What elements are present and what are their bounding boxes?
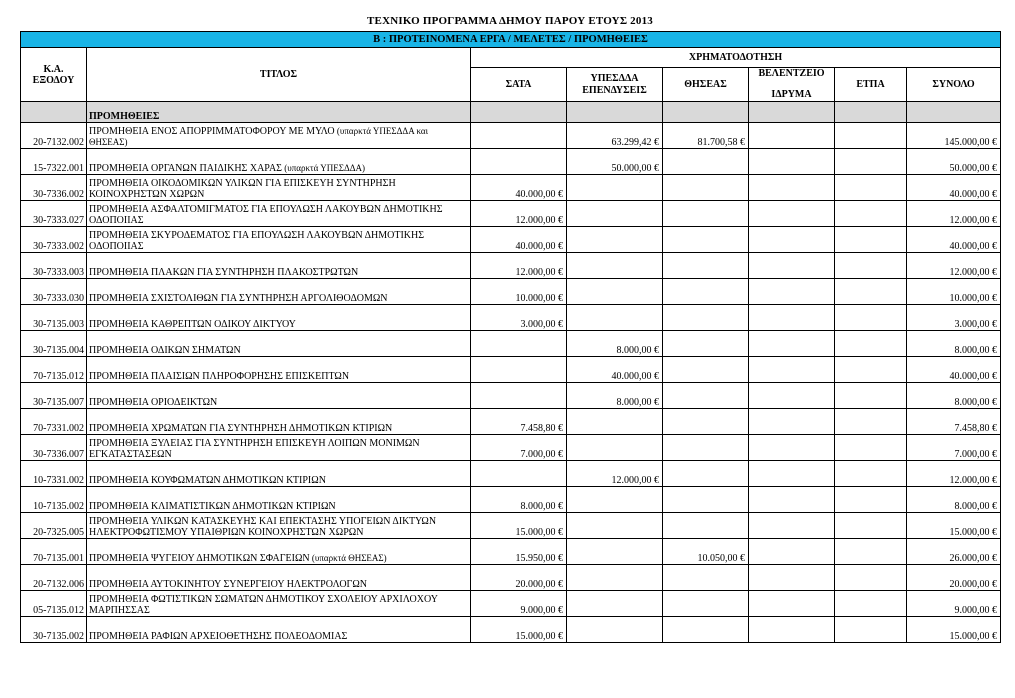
row-sata-amount: 20.000,00 € (471, 565, 567, 591)
row-title: ΠΡΟΜΗΘΕΙΑ ΣΚΥΡΟΔΕΜΑΤΟΣ ΓΙΑ ΕΠΟΥΛΩΣΗ ΛΑΚΟΥΒΩΝ ΔΗΜΟΤΙΚΗΣ ΟΔΟΠΟΙΙΑΣ (89, 230, 425, 252)
row-thiseas-amount (663, 201, 749, 227)
row-ypesdda-amount (567, 591, 663, 617)
row-velentzeio-amount (749, 357, 835, 383)
row-etpa-amount (835, 539, 907, 565)
row-title: ΠΡΟΜΗΘΕΙΑ ΨΥΓΕΙΟΥ ΔΗΜΟΤΙΚΩΝ ΣΦΑΓΕΙΩΝ (89, 553, 310, 564)
row-ypesdda-amount (567, 617, 663, 643)
row-etpa-amount (835, 487, 907, 513)
row-title-cell (87, 383, 471, 409)
row-sata-amount (471, 357, 567, 383)
row-title-cell (87, 305, 471, 331)
table-row (21, 539, 1001, 565)
row-ypesdda-amount (567, 487, 663, 513)
row-code: 30-7135.003 (21, 305, 87, 331)
row-total-amount: 15.000,00 € (907, 617, 1001, 643)
row-thiseas-amount: 81.700,58 € (663, 123, 749, 149)
row-etpa-amount (835, 461, 907, 487)
row-sata-amount: 15.950,00 € (471, 539, 567, 565)
section-empty-cell (567, 102, 663, 123)
row-title-cell (87, 539, 471, 565)
row-sata-amount: 40.000,00 € (471, 227, 567, 253)
row-total-amount: 145.000,00 € (907, 123, 1001, 149)
row-title: ΠΡΟΜΗΘΕΙΑ ΑΥΤΟΚΙΝΗΤΟΥ ΣΥΝΕΡΓΕΙΟΥ ΗΛΕΚΤΡΟΛΟΓΩΝ (89, 579, 367, 590)
row-title: ΠΡΟΜΗΘΕΙΑ ΟΡΓΑΝΩΝ ΠΑΙΔΙΚΗΣ ΧΑΡΑΣ (89, 163, 282, 174)
row-sata-amount: 12.000,00 € (471, 253, 567, 279)
row-etpa-amount (835, 149, 907, 175)
row-total-amount: 12.000,00 € (907, 201, 1001, 227)
row-sata-amount: 40.000,00 € (471, 175, 567, 201)
row-thiseas-amount (663, 175, 749, 201)
row-etpa-amount (835, 357, 907, 383)
row-thiseas-amount (663, 565, 749, 591)
table-row (21, 617, 1001, 643)
row-total-amount: 3.000,00 € (907, 305, 1001, 331)
row-ypesdda-amount: 12.000,00 € (567, 461, 663, 487)
section-empty-cell (471, 102, 567, 123)
table-row (21, 357, 1001, 383)
row-title: ΠΡΟΜΗΘΕΙΑ ΣΧΙΣΤΟΛΙΘΩΝ ΓΙΑ ΣΥΝΤΗΡΗΣΗ ΑΡΓΟΛΙΘΟΔΟΜΩΝ (89, 293, 388, 304)
table-row (21, 461, 1001, 487)
row-ypesdda-amount: 50.000,00 € (567, 149, 663, 175)
row-code: 30-7333.030 (21, 279, 87, 305)
row-code: 70-7331.002 (21, 409, 87, 435)
header-thiseas: ΘΗΣΕΑΣ (663, 68, 749, 102)
row-velentzeio-amount (749, 435, 835, 461)
table-row (21, 487, 1001, 513)
row-title: ΠΡΟΜΗΘΕΙΑ ΟΡΙΟΔΕΙΚΤΩΝ (89, 397, 218, 408)
row-velentzeio-amount (749, 539, 835, 565)
row-sata-amount: 15.000,00 € (471, 617, 567, 643)
row-thiseas-amount (663, 487, 749, 513)
row-title-cell (87, 357, 471, 383)
row-total-amount: 8.000,00 € (907, 487, 1001, 513)
row-title: ΠΡΟΜΗΘΕΙΑ ΟΙΚΟΔΟΜΙΚΩΝ ΥΛΙΚΩΝ ΓΙΑ ΕΠΙΣΚΕΥΗ ΣΥΝΤΗΡΗΣΗ ΚΟΙΝΟΧΡΗΣΤΩΝ ΧΩΡΩΝ (89, 178, 396, 200)
row-sata-amount: 7.000,00 € (471, 435, 567, 461)
row-code: 70-7135.001 (21, 539, 87, 565)
row-thiseas-amount (663, 149, 749, 175)
row-thiseas-amount (663, 435, 749, 461)
table-row (21, 279, 1001, 305)
row-thiseas-amount (663, 305, 749, 331)
header-ypesdda (567, 68, 663, 102)
row-thiseas-amount (663, 513, 749, 539)
row-title: ΠΡΟΜΗΘΕΙΑ ΥΛΙΚΩΝ ΚΑΤΑΣΚΕΥΗΣ ΚΑΙ ΕΠΕΚΤΑΣΗΣ ΥΠΟΓΕΙΩΝ ΔΙΚΤΥΩΝ ΗΛΕΚΤΡΟΦΩΤΙΣΜΟΥ ΥΠΑΙΘΡΙΩΝ ΚΟΙΝΟΧΡΗΣΤΩΝ ΧΩΡΩΝ (89, 516, 437, 538)
row-etpa-amount (835, 435, 907, 461)
row-velentzeio-amount (749, 565, 835, 591)
row-title-cell (87, 175, 471, 201)
row-code: 30-7333.003 (21, 253, 87, 279)
row-ypesdda-amount: 63.299,42 € (567, 123, 663, 149)
section-empty-cell (749, 102, 835, 123)
row-title: ΠΡΟΜΗΘΕΙΑ ΕΝΟΣ ΑΠΟΡΡΙΜΜΑΤΟΦΟΡΟΥ ΜΕ ΜΥΛΟ (89, 126, 335, 137)
row-velentzeio-amount (749, 305, 835, 331)
row-sata-amount (471, 149, 567, 175)
table-row (21, 331, 1001, 357)
table-row (21, 201, 1001, 227)
row-ypesdda-amount: 8.000,00 € (567, 331, 663, 357)
row-velentzeio-amount (749, 591, 835, 617)
row-velentzeio-amount (749, 409, 835, 435)
table-row (21, 409, 1001, 435)
row-title-cell (87, 461, 471, 487)
row-thiseas-amount (663, 357, 749, 383)
row-code: 30-7135.004 (21, 331, 87, 357)
row-code: 20-7132.006 (21, 565, 87, 591)
row-velentzeio-amount (749, 513, 835, 539)
row-sata-amount (471, 331, 567, 357)
table-row (21, 123, 1001, 149)
row-etpa-amount (835, 201, 907, 227)
row-ypesdda-amount (567, 565, 663, 591)
row-thiseas-amount (663, 253, 749, 279)
row-etpa-amount (835, 123, 907, 149)
table-row (21, 227, 1001, 253)
row-title-cell (87, 279, 471, 305)
row-title: ΠΡΟΜΗΘΕΙΑ ΠΛΑΙΣΙΩΝ ΠΛΗΡΟΦΟΡΗΣΗΣ ΕΠΙΣΚΕΠΤΩΝ (89, 371, 350, 382)
funding-table (20, 31, 1001, 643)
row-velentzeio-amount (749, 175, 835, 201)
row-title-cell (87, 591, 471, 617)
row-title-cell (87, 617, 471, 643)
row-title: ΠΡΟΜΗΘΕΙΑ ΧΡΩΜΑΤΩΝ ΓΙΑ ΣΥΝΤΗΡΗΣΗ ΔΗΜΟΤΙΚΩΝ ΚΤΙΡΙΩΝ (89, 423, 393, 434)
row-sata-amount: 10.000,00 € (471, 279, 567, 305)
table-row (21, 565, 1001, 591)
header-velentzeio-line2: ΙΔΡΥΜΑ (771, 89, 812, 100)
row-velentzeio-amount (749, 331, 835, 357)
table-row (21, 435, 1001, 461)
row-etpa-amount (835, 513, 907, 539)
row-total-amount: 12.000,00 € (907, 461, 1001, 487)
table-row (21, 305, 1001, 331)
header-velentzeio-line1: ΒΕΛΕΝΤΖΕΙΟ (758, 68, 825, 79)
row-title: ΠΡΟΜΗΘΕΙΑ ΡΑΦΙΩΝ ΑΡΧΕΙΟΘΕΤΗΣΗΣ ΠΟΛΕΟΔΟΜΙΑΣ (89, 631, 348, 642)
header-sata: ΣΑΤΑ (471, 68, 567, 102)
row-title-cell (87, 409, 471, 435)
row-etpa-amount (835, 591, 907, 617)
row-title: ΠΡΟΜΗΘΕΙΑ ΚΑΘΡΕΠΤΩΝ ΟΔΙΚΟΥ ΔΙΚΤΥΟΥ (89, 319, 296, 330)
row-total-amount: 7.458,80 € (907, 409, 1001, 435)
document-title: ΤΕΧΝΙΚΟ ΠΡΟΓΡΑΜΜΑ ΔΗΜΟΥ ΠΑΡΟΥ ΕΤΟΥΣ 2013 (367, 15, 653, 27)
row-title-cell (87, 331, 471, 357)
header-ka-exodou (21, 48, 87, 102)
row-code: 70-7135.012 (21, 357, 87, 383)
row-sata-amount: 3.000,00 € (471, 305, 567, 331)
row-code: 30-7336.007 (21, 435, 87, 461)
row-total-amount: 40.000,00 € (907, 357, 1001, 383)
row-code: 15-7322.001 (21, 149, 87, 175)
row-total-amount: 7.000,00 € (907, 435, 1001, 461)
row-velentzeio-amount (749, 201, 835, 227)
row-sata-amount: 7.458,80 € (471, 409, 567, 435)
row-code: 30-7135.002 (21, 617, 87, 643)
header-velentzeio (749, 68, 835, 102)
row-ypesdda-amount: 8.000,00 € (567, 383, 663, 409)
row-title-cell (87, 201, 471, 227)
row-sata-amount: 12.000,00 € (471, 201, 567, 227)
row-ypesdda-amount (567, 253, 663, 279)
row-title-cell (87, 435, 471, 461)
row-title: ΠΡΟΜΗΘΕΙΑ ΚΛΙΜΑΤΙΣΤΙΚΩΝ ΔΗΜΟΤΙΚΩΝ ΚΤΙΡΙΩΝ (89, 501, 336, 512)
section-code-cell (21, 102, 87, 123)
row-total-amount: 40.000,00 € (907, 227, 1001, 253)
section-empty-cell (663, 102, 749, 123)
row-velentzeio-amount (749, 123, 835, 149)
row-velentzeio-amount (749, 279, 835, 305)
row-ypesdda-amount (567, 175, 663, 201)
row-ypesdda-amount: 40.000,00 € (567, 357, 663, 383)
row-total-amount: 50.000,00 € (907, 149, 1001, 175)
row-etpa-amount (835, 565, 907, 591)
row-velentzeio-amount (749, 383, 835, 409)
row-sata-amount: 9.000,00 € (471, 591, 567, 617)
row-total-amount: 9.000,00 € (907, 591, 1001, 617)
header-ypesdda-line1: ΥΠΕΣΔΔΑ (590, 72, 639, 84)
row-code: 10-7135.002 (21, 487, 87, 513)
row-note: (υπαρκτά ΥΠΕΣΔΔΑ) (282, 163, 366, 173)
table-row (21, 149, 1001, 175)
row-code: 20-7325.005 (21, 513, 87, 539)
row-sata-amount (471, 461, 567, 487)
row-sata-amount: 15.000,00 € (471, 513, 567, 539)
row-thiseas-amount (663, 409, 749, 435)
row-total-amount: 8.000,00 € (907, 383, 1001, 409)
row-thiseas-amount (663, 591, 749, 617)
section-label: ΠΡΟΜΗΘΕΙΕΣ (87, 102, 471, 123)
section-empty-cell (835, 102, 907, 123)
row-title-cell (87, 487, 471, 513)
row-sata-amount: 8.000,00 € (471, 487, 567, 513)
row-thiseas-amount (663, 383, 749, 409)
row-ypesdda-amount (567, 305, 663, 331)
row-title: ΠΡΟΜΗΘΕΙΑ ΞΥΛΕΙΑΣ ΓΙΑ ΣΥΝΤΗΡΗΣΗ ΕΠΙΣΚΕΥΗ ΛΟΙΠΩΝ ΜΟΝΙΜΩΝ ΕΓΚΑΤΑΣΤΑΣΕΩΝ (89, 438, 420, 460)
row-code: 30-7333.002 (21, 227, 87, 253)
row-etpa-amount (835, 175, 907, 201)
header-ka-line2: ΕΞΟΔΟΥ (32, 74, 75, 86)
row-etpa-amount (835, 331, 907, 357)
row-note: (υπαρκτά ΥΠΕΣΔΔΑ και ΘΗΣΕΑΣ) (89, 126, 429, 147)
row-etpa-amount (835, 305, 907, 331)
table-row (21, 383, 1001, 409)
row-thiseas-amount (663, 227, 749, 253)
row-velentzeio-amount (749, 227, 835, 253)
row-etpa-amount (835, 383, 907, 409)
row-etpa-amount (835, 279, 907, 305)
row-title: ΠΡΟΜΗΘΕΙΑ ΦΩΤΙΣΤΙΚΩΝ ΣΩΜΑΤΩΝ ΔΗΜΟΤΙΚΟΥ ΣΧΟΛΕΙΟΥ ΑΡΧΙΛΟΧΟΥ ΜΑΡΠΗΣΣΑΣ (89, 594, 438, 616)
row-thiseas-amount (663, 617, 749, 643)
row-total-amount: 12.000,00 € (907, 253, 1001, 279)
row-sata-amount (471, 123, 567, 149)
row-etpa-amount (835, 409, 907, 435)
row-ypesdda-amount (567, 201, 663, 227)
row-velentzeio-amount (749, 149, 835, 175)
row-title: ΠΡΟΜΗΘΕΙΑ ΚΟΥΦΩΜΑΤΩΝ ΔΗΜΟΤΙΚΩΝ ΚΤΙΡΙΩΝ (89, 475, 326, 486)
row-title-cell (87, 123, 471, 149)
table-row (21, 513, 1001, 539)
row-ypesdda-amount (567, 279, 663, 305)
row-title: ΠΡΟΜΗΘΕΙΑ ΑΣΦΑΛΤΟΜΙΓΜΑΤΟΣ ΓΙΑ ΕΠΟΥΛΩΣΗ ΛΑΚΟΥΒΩΝ ΔΗΜΟΤΙΚΗΣ ΟΔΟΠΟΙΙΑΣ (89, 204, 443, 226)
row-velentzeio-amount (749, 461, 835, 487)
table-row (21, 591, 1001, 617)
header-title: ΤΙΤΛΟΣ (87, 48, 471, 102)
row-etpa-amount (835, 227, 907, 253)
row-thiseas-amount (663, 461, 749, 487)
row-total-amount: 10.000,00 € (907, 279, 1001, 305)
row-ypesdda-amount (567, 539, 663, 565)
row-sata-amount (471, 383, 567, 409)
row-velentzeio-amount (749, 487, 835, 513)
row-title: ΠΡΟΜΗΘΕΙΑ ΟΔΙΚΩΝ ΣΗΜΑΤΩΝ (89, 345, 241, 356)
row-code: 10-7331.002 (21, 461, 87, 487)
row-title-cell (87, 253, 471, 279)
header-ka-line1: Κ.Α. (43, 63, 64, 75)
header-funding: ΧΡΗΜΑΤΟΔΟΤΗΣΗ (471, 48, 1001, 68)
row-ypesdda-amount (567, 409, 663, 435)
row-note: (υπαρκτά ΘΗΣΕΑΣ) (309, 553, 387, 563)
row-etpa-amount (835, 617, 907, 643)
row-total-amount: 8.000,00 € (907, 331, 1001, 357)
row-title-cell (87, 513, 471, 539)
row-ypesdda-amount (567, 227, 663, 253)
header-total: ΣΥΝΟΛΟ (907, 68, 1001, 102)
row-title-cell (87, 565, 471, 591)
header-row-top (21, 48, 1001, 68)
header-etpa: ΕΤΠΑ (835, 68, 907, 102)
row-ypesdda-amount (567, 513, 663, 539)
row-total-amount: 26.000,00 € (907, 539, 1001, 565)
row-code: 30-7336.002 (21, 175, 87, 201)
row-code: 30-7135.007 (21, 383, 87, 409)
row-thiseas-amount (663, 279, 749, 305)
row-total-amount: 15.000,00 € (907, 513, 1001, 539)
section-empty-cell (907, 102, 1001, 123)
row-total-amount: 40.000,00 € (907, 175, 1001, 201)
section-row-promitheies (21, 102, 1001, 123)
row-title: ΠΡΟΜΗΘΕΙΑ ΠΛΑΚΩΝ ΓΙΑ ΣΥΝΤΗΡΗΣΗ ΠΛΑΚΟΣΤΡΩΤΩΝ (89, 267, 359, 278)
row-code: 05-7135.012 (21, 591, 87, 617)
row-velentzeio-amount (749, 253, 835, 279)
row-title-cell (87, 149, 471, 175)
header-ypesdda-line2: ΕΠΕΝΔΥΣΕΙΣ (582, 84, 647, 96)
row-total-amount: 20.000,00 € (907, 565, 1001, 591)
row-etpa-amount (835, 253, 907, 279)
row-code: 20-7132.002 (21, 123, 87, 149)
row-thiseas-amount (663, 331, 749, 357)
row-thiseas-amount: 10.050,00 € (663, 539, 749, 565)
table-row (21, 175, 1001, 201)
row-title-cell (87, 227, 471, 253)
row-velentzeio-amount (749, 617, 835, 643)
banner-text: Β : ΠΡΟΤΕΙΝΟΜΕΝΑ ΕΡΓΑ / ΜΕΛΕΤΕΣ / ΠΡΟΜΗΘΕΙΕΣ (21, 32, 1001, 48)
row-code: 30-7333.027 (21, 201, 87, 227)
table-row (21, 253, 1001, 279)
section-banner (21, 32, 1001, 48)
row-ypesdda-amount (567, 435, 663, 461)
